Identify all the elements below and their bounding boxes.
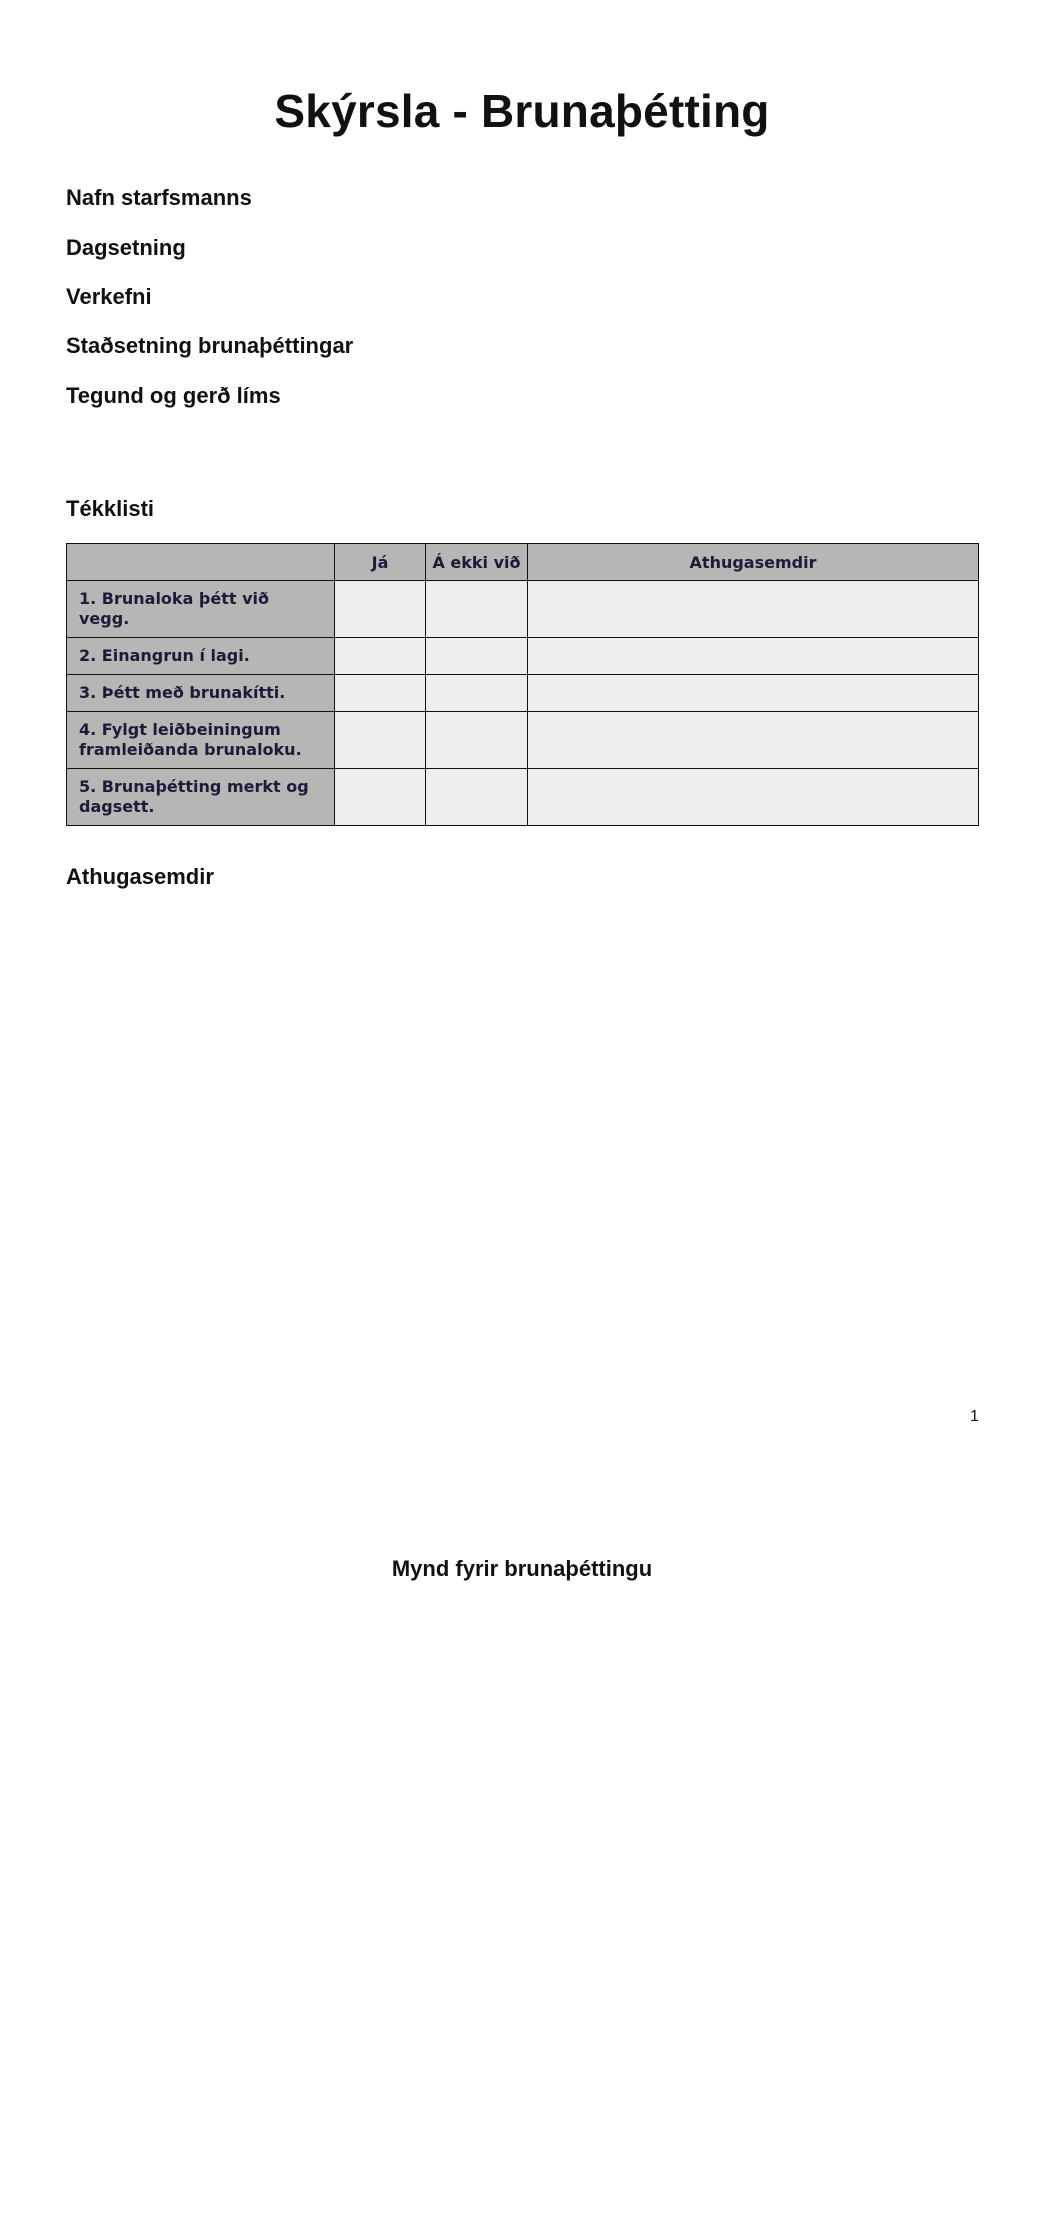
- table-row: [67, 638, 979, 675]
- yes-cell[interactable]: [335, 638, 426, 675]
- column-header-yes: Já: [335, 544, 426, 581]
- checklist-item-label: 4. Fylgt leiðbeiningum framleiðanda brunaloku.: [67, 712, 335, 769]
- notes-cell[interactable]: [528, 712, 979, 769]
- table-row: [67, 769, 979, 826]
- yes-cell[interactable]: [335, 712, 426, 769]
- notes-heading: Athugasemdir: [66, 864, 214, 889]
- table-row: [67, 675, 979, 712]
- checklist-item-label: 1. Brunaloka þétt við vegg.: [67, 581, 335, 638]
- checklist-heading: Tékklisti: [66, 496, 155, 521]
- field-label-adhesive-type: Tegund og gerð líms: [66, 383, 281, 408]
- yes-cell[interactable]: [335, 675, 426, 712]
- notes-cell[interactable]: [528, 638, 979, 675]
- notes-cell[interactable]: [528, 581, 979, 638]
- photo-heading: Mynd fyrir brunaþéttingu: [391, 1556, 653, 1581]
- field-label-project: Verkefni: [66, 284, 152, 309]
- field-label-employee-name: Nafn starfsmanns: [66, 185, 252, 210]
- yes-cell[interactable]: [335, 581, 426, 638]
- notes-cell[interactable]: [528, 769, 979, 826]
- column-header-not-applicable: Á ekki við: [426, 544, 528, 581]
- not-applicable-cell[interactable]: [426, 712, 528, 769]
- checklist-item-label: 5. Brunaþétting merkt og dagsett.: [67, 769, 335, 826]
- page-number: 1: [970, 1408, 979, 1425]
- not-applicable-cell[interactable]: [426, 769, 528, 826]
- not-applicable-cell[interactable]: [426, 675, 528, 712]
- column-header-notes: Athugasemdir: [528, 544, 979, 581]
- not-applicable-cell[interactable]: [426, 581, 528, 638]
- checklist-header-row: [67, 544, 979, 581]
- checklist-item-label: 3. Þétt með brunakítti.: [67, 675, 335, 712]
- yes-cell[interactable]: [335, 769, 426, 826]
- not-applicable-cell[interactable]: [426, 638, 528, 675]
- page-title: Skýrsla - Brunaþétting: [274, 85, 770, 137]
- checklist-table: [66, 543, 979, 826]
- checklist-item-label: 2. Einangrun í lagi.: [67, 638, 335, 675]
- notes-cell[interactable]: [528, 675, 979, 712]
- field-label-date: Dagsetning: [66, 235, 186, 260]
- table-row: [67, 581, 979, 638]
- column-header-item: [67, 544, 335, 581]
- table-row: [67, 712, 979, 769]
- field-label-location: Staðsetning brunaþéttingar: [66, 333, 354, 358]
